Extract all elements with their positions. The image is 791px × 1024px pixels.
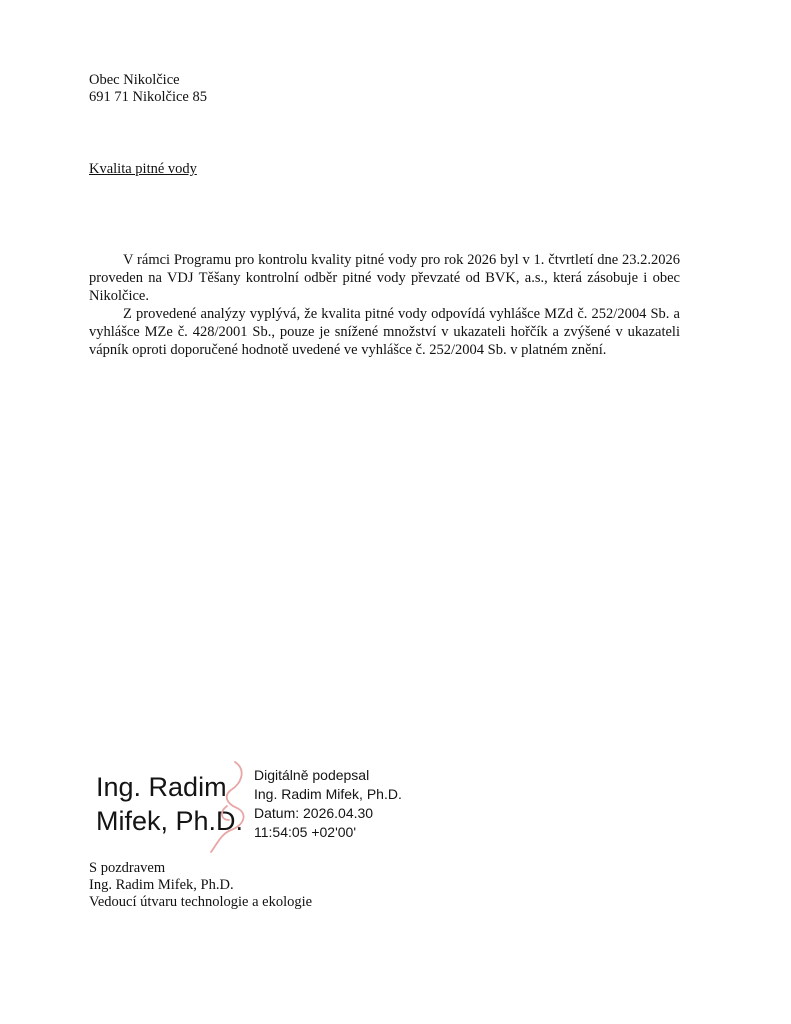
recipient-postal-address: 691 71 Nikolčice 85 bbox=[89, 89, 207, 105]
closing-greeting: S pozdravem bbox=[89, 860, 166, 876]
signature-detail-signer: Ing. Radim Mifek, Ph.D. bbox=[254, 786, 402, 802]
letter-body bbox=[89, 251, 680, 359]
closing-signer-title: Vedoucí útvaru technologie a ekologie bbox=[89, 894, 313, 910]
signature-detail-time: 11:54:05 +02'00' bbox=[254, 824, 357, 840]
digital-signature bbox=[93, 760, 423, 860]
signature-detail-signed-by-label: Digitálně podepsal bbox=[254, 767, 370, 783]
signature-detail-date: Datum: 2026.04.30 bbox=[254, 805, 374, 821]
signature-details bbox=[254, 766, 402, 842]
signature-watermark-icon bbox=[197, 760, 257, 856]
recipient-address bbox=[89, 72, 207, 106]
body-paragraph-1: V rámci Programu pro kontrolu kvality pitné vody pro rok 2026 byl v 1. čtvrtletí dne 23.2.2026 proveden na VDJ Těšany kontrolní odběr pitné vody převzaté od BVK, a.s., která zásobuje i obec Nikolčice. bbox=[89, 252, 680, 304]
signature-name-line-1: Ing. Radim bbox=[96, 772, 227, 802]
signature-name-line-2: Mifek, Ph.D. bbox=[96, 806, 244, 836]
body-paragraph-2: Z provedené analýzy vyplývá, že kvalita pitné vody odpovídá vyhlášce MZd č. 252/2004 Sb. a vyhlášce MZe č. 428/2001 Sb., pouze je snížené množství v ukazateli hořčík a zvýšené v ukazateli vápník oproti doporučené hodnotě uvedené ve vyhlášce č. 252/2004 Sb. v platném znění. bbox=[89, 306, 680, 358]
recipient-name: Obec Nikolčice bbox=[89, 72, 180, 88]
letter-closing bbox=[89, 860, 312, 911]
closing-signer-name: Ing. Radim Mifek, Ph.D. bbox=[89, 877, 234, 893]
letter-subject: Kvalita pitné vody bbox=[89, 161, 197, 177]
